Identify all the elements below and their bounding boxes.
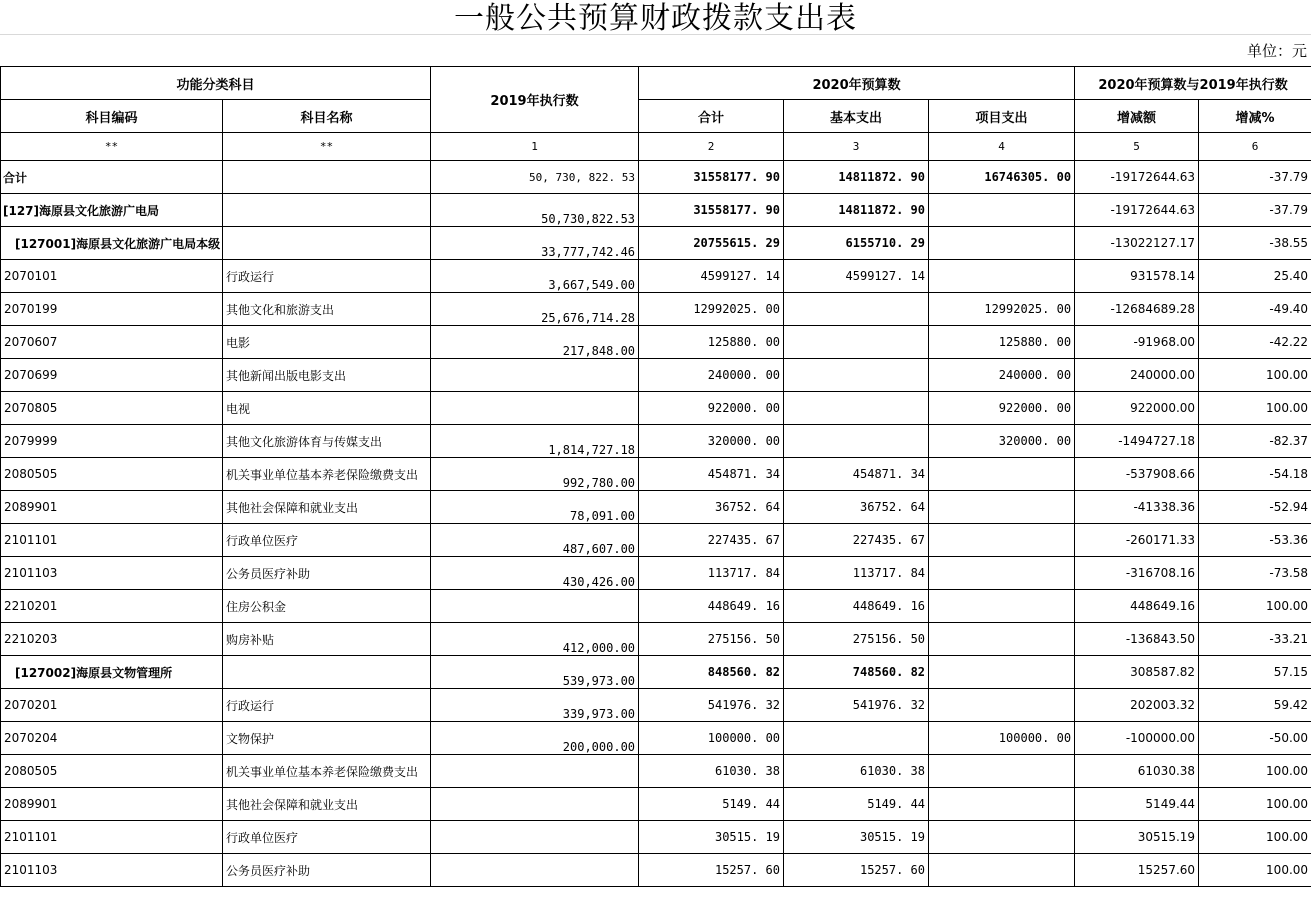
basic-cell: 61030. 38	[784, 755, 929, 788]
name-cell	[223, 161, 431, 194]
name-cell: 公务员医疗补助	[223, 854, 431, 887]
header-func-category: 功能分类科目	[1, 67, 431, 100]
header-diff: 增减额	[1075, 100, 1199, 133]
code-cell: 2070607	[1, 326, 223, 359]
code-cell: 2101103	[1, 854, 223, 887]
code-cell: 2070204	[1, 722, 223, 755]
basic-cell: 748560. 82	[784, 656, 929, 689]
table-row	[1, 458, 1311, 491]
exec-2019-cell: 539,973.00	[431, 656, 639, 689]
diff-cell: -1494727.18	[1075, 425, 1199, 458]
total-cell: 5149. 44	[639, 788, 784, 821]
pct-cell: -37.79	[1199, 161, 1311, 194]
table-row	[1, 557, 1311, 590]
diff-cell: -316708.16	[1075, 557, 1199, 590]
total-cell: 30515. 19	[639, 821, 784, 854]
name-cell	[223, 227, 431, 260]
project-cell: 320000. 00	[929, 425, 1075, 458]
name-cell: 机关事业单位基本养老保险缴费支出	[223, 458, 431, 491]
code-cell: 合计	[1, 161, 223, 194]
header-total: 合计	[639, 100, 784, 133]
project-cell: 100000. 00	[929, 722, 1075, 755]
pct-cell: 100.00	[1199, 854, 1311, 887]
basic-cell: 4599127. 14	[784, 260, 929, 293]
exec-2019-cell: 487,607.00	[431, 524, 639, 557]
name-cell: 行政单位医疗	[223, 821, 431, 854]
basic-cell: 6155710. 29	[784, 227, 929, 260]
pct-cell: -73.58	[1199, 557, 1311, 590]
basic-cell: 227435. 67	[784, 524, 929, 557]
table-row	[1, 227, 1311, 260]
pct-cell: -53.36	[1199, 524, 1311, 557]
total-cell: 848560. 82	[639, 656, 784, 689]
index-cell: 1	[431, 133, 639, 161]
diff-cell: -19172644.63	[1075, 194, 1199, 227]
diff-cell: 5149.44	[1075, 788, 1199, 821]
diff-cell: -100000.00	[1075, 722, 1199, 755]
total-cell: 227435. 67	[639, 524, 784, 557]
basic-cell	[784, 425, 929, 458]
table-row	[1, 161, 1311, 194]
table-row	[1, 392, 1311, 425]
basic-cell: 15257. 60	[784, 854, 929, 887]
basic-cell	[784, 359, 929, 392]
basic-cell	[784, 392, 929, 425]
basic-cell: 448649. 16	[784, 590, 929, 623]
header-pct: 增减%	[1199, 100, 1311, 133]
code-cell: 2070199	[1, 293, 223, 326]
project-cell: 240000. 00	[929, 359, 1075, 392]
pct-cell: -38.55	[1199, 227, 1311, 260]
exec-2019-cell	[431, 359, 639, 392]
code-cell: 2080505	[1, 458, 223, 491]
exec-2019-cell: 33,777,742.46	[431, 227, 639, 260]
name-cell: 其他文化和旅游支出	[223, 293, 431, 326]
name-cell	[223, 656, 431, 689]
code-cell: 2070201	[1, 689, 223, 722]
total-cell: 125880. 00	[639, 326, 784, 359]
exec-2019-cell: 78,091.00	[431, 491, 639, 524]
index-cell: 3	[784, 133, 929, 161]
basic-cell: 14811872. 90	[784, 161, 929, 194]
basic-cell: 14811872. 90	[784, 194, 929, 227]
code-cell: 2089901	[1, 788, 223, 821]
index-cell: 5	[1075, 133, 1199, 161]
diff-cell: -19172644.63	[1075, 161, 1199, 194]
name-cell: 文物保护	[223, 722, 431, 755]
pct-cell: -33.21	[1199, 623, 1311, 656]
name-cell: 行政运行	[223, 689, 431, 722]
total-cell: 31558177. 90	[639, 161, 784, 194]
table-row	[1, 491, 1311, 524]
pct-cell: -52.94	[1199, 491, 1311, 524]
total-cell: 240000. 00	[639, 359, 784, 392]
basic-cell: 541976. 32	[784, 689, 929, 722]
exec-2019-cell: 339,973.00	[431, 689, 639, 722]
code-cell: 2070805	[1, 392, 223, 425]
header-code: 科目编码	[1, 100, 223, 133]
pct-cell: -50.00	[1199, 722, 1311, 755]
exec-2019-cell	[431, 821, 639, 854]
pct-cell: -49.40	[1199, 293, 1311, 326]
code-cell: 2101101	[1, 821, 223, 854]
name-cell: 其他文化旅游体育与传媒支出	[223, 425, 431, 458]
table-row	[1, 326, 1311, 359]
exec-2019-cell: 217,848.00	[431, 326, 639, 359]
name-cell: 机关事业单位基本养老保险缴费支出	[223, 755, 431, 788]
index-cell: 6	[1199, 133, 1311, 161]
diff-cell: -136843.50	[1075, 623, 1199, 656]
basic-cell: 30515. 19	[784, 821, 929, 854]
table-row	[1, 722, 1311, 755]
header-compare: 2020年预算数与2019年执行数	[1075, 67, 1311, 100]
total-cell: 31558177. 90	[639, 194, 784, 227]
name-cell: 其他社会保障和就业支出	[223, 491, 431, 524]
name-cell: 电影	[223, 326, 431, 359]
total-cell: 320000. 00	[639, 425, 784, 458]
table-row	[1, 359, 1311, 392]
diff-cell: 61030.38	[1075, 755, 1199, 788]
index-cell: **	[1, 133, 223, 161]
pct-cell: 100.00	[1199, 788, 1311, 821]
pct-cell: 25.40	[1199, 260, 1311, 293]
project-cell	[929, 623, 1075, 656]
code-cell: 2101101	[1, 524, 223, 557]
table-row	[1, 656, 1311, 689]
total-cell: 4599127. 14	[639, 260, 784, 293]
diff-cell: 202003.32	[1075, 689, 1199, 722]
page-title: 一般公共预算财政拨款支出表	[0, 0, 1311, 35]
name-cell: 电视	[223, 392, 431, 425]
total-cell: 15257. 60	[639, 854, 784, 887]
code-cell: 2210203	[1, 623, 223, 656]
exec-2019-cell	[431, 788, 639, 821]
project-cell: 12992025. 00	[929, 293, 1075, 326]
project-cell	[929, 656, 1075, 689]
exec-2019-cell: 992,780.00	[431, 458, 639, 491]
diff-cell: -537908.66	[1075, 458, 1199, 491]
exec-2019-cell	[431, 755, 639, 788]
diff-cell: 308587.82	[1075, 656, 1199, 689]
diff-cell: 922000.00	[1075, 392, 1199, 425]
exec-2019-cell: 50, 730, 822. 53	[431, 161, 639, 194]
diff-cell: 15257.60	[1075, 854, 1199, 887]
header-basic: 基本支出	[784, 100, 929, 133]
exec-2019-cell: 430,426.00	[431, 557, 639, 590]
exec-2019-cell: 50,730,822.53	[431, 194, 639, 227]
unit-label: 单位：元	[1246, 42, 1307, 60]
diff-cell: -12684689.28	[1075, 293, 1199, 326]
name-cell: 住房公积金	[223, 590, 431, 623]
total-cell: 100000. 00	[639, 722, 784, 755]
total-cell: 448649. 16	[639, 590, 784, 623]
code-cell: 2079999	[1, 425, 223, 458]
pct-cell: 100.00	[1199, 590, 1311, 623]
pct-cell: 100.00	[1199, 755, 1311, 788]
project-cell	[929, 227, 1075, 260]
total-cell: 61030. 38	[639, 755, 784, 788]
table-row	[1, 425, 1311, 458]
diff-cell: 931578.14	[1075, 260, 1199, 293]
code-cell: [127002]海原县文物管理所	[1, 656, 223, 689]
pct-cell: 59.42	[1199, 689, 1311, 722]
table-row	[1, 689, 1311, 722]
name-cell: 购房补贴	[223, 623, 431, 656]
exec-2019-cell: 200,000.00	[431, 722, 639, 755]
name-cell	[223, 194, 431, 227]
project-cell	[929, 590, 1075, 623]
diff-cell: -13022127.17	[1075, 227, 1199, 260]
project-cell	[929, 194, 1075, 227]
index-cell: **	[223, 133, 431, 161]
index-cell: 4	[929, 133, 1075, 161]
project-cell	[929, 260, 1075, 293]
total-cell: 541976. 32	[639, 689, 784, 722]
header-name: 科目名称	[223, 100, 431, 133]
project-cell	[929, 557, 1075, 590]
code-cell: 2089901	[1, 491, 223, 524]
table-row	[1, 194, 1311, 227]
pct-cell: 57.15	[1199, 656, 1311, 689]
table-row	[1, 524, 1311, 557]
project-cell	[929, 458, 1075, 491]
project-cell	[929, 788, 1075, 821]
exec-2019-cell: 1,814,727.18	[431, 425, 639, 458]
code-cell: 2070699	[1, 359, 223, 392]
diff-cell: 30515.19	[1075, 821, 1199, 854]
code-cell: 2070101	[1, 260, 223, 293]
pct-cell: -37.79	[1199, 194, 1311, 227]
diff-cell: -260171.33	[1075, 524, 1199, 557]
diff-cell: 240000.00	[1075, 359, 1199, 392]
total-cell: 922000. 00	[639, 392, 784, 425]
code-cell: 2101103	[1, 557, 223, 590]
total-cell: 12992025. 00	[639, 293, 784, 326]
diff-cell: 448649.16	[1075, 590, 1199, 623]
header-budget-2020: 2020年预算数	[639, 67, 1075, 100]
exec-2019-cell: 3,667,549.00	[431, 260, 639, 293]
pct-cell: 100.00	[1199, 821, 1311, 854]
header-exec-2019: 2019年执行数	[431, 67, 639, 133]
index-row	[1, 133, 1311, 161]
basic-cell: 36752. 64	[784, 491, 929, 524]
project-cell: 125880. 00	[929, 326, 1075, 359]
code-cell: [127]海原县文化旅游广电局	[1, 194, 223, 227]
code-cell: [127001]海原县文化旅游广电局本级	[1, 227, 223, 260]
total-cell: 20755615. 29	[639, 227, 784, 260]
name-cell: 公务员医疗补助	[223, 557, 431, 590]
project-cell: 922000. 00	[929, 392, 1075, 425]
basic-cell: 275156. 50	[784, 623, 929, 656]
total-cell: 113717. 84	[639, 557, 784, 590]
project-cell	[929, 689, 1075, 722]
diff-cell: -41338.36	[1075, 491, 1199, 524]
name-cell: 行政运行	[223, 260, 431, 293]
name-cell: 其他社会保障和就业支出	[223, 788, 431, 821]
table-row	[1, 623, 1311, 656]
basic-cell	[784, 326, 929, 359]
index-cell: 2	[639, 133, 784, 161]
basic-cell: 5149. 44	[784, 788, 929, 821]
exec-2019-cell: 412,000.00	[431, 623, 639, 656]
name-cell: 行政单位医疗	[223, 524, 431, 557]
project-cell	[929, 854, 1075, 887]
pct-cell: -42.22	[1199, 326, 1311, 359]
exec-2019-cell: 25,676,714.28	[431, 293, 639, 326]
basic-cell	[784, 293, 929, 326]
code-cell: 2210201	[1, 590, 223, 623]
pct-cell: 100.00	[1199, 359, 1311, 392]
diff-cell: -91968.00	[1075, 326, 1199, 359]
name-cell: 其他新闻出版电影支出	[223, 359, 431, 392]
table-row	[1, 821, 1311, 854]
project-cell: 16746305. 00	[929, 161, 1075, 194]
basic-cell: 113717. 84	[784, 557, 929, 590]
total-cell: 454871. 34	[639, 458, 784, 491]
project-cell	[929, 491, 1075, 524]
exec-2019-cell	[431, 392, 639, 425]
basic-cell	[784, 722, 929, 755]
table-row	[1, 788, 1311, 821]
expenditure-table	[0, 66, 1311, 887]
table-row	[1, 854, 1311, 887]
table-row	[1, 260, 1311, 293]
exec-2019-cell	[431, 590, 639, 623]
code-cell: 2080505	[1, 755, 223, 788]
pct-cell: -82.37	[1199, 425, 1311, 458]
header-project: 项目支出	[929, 100, 1075, 133]
project-cell	[929, 524, 1075, 557]
project-cell	[929, 755, 1075, 788]
project-cell	[929, 821, 1075, 854]
table-row	[1, 755, 1311, 788]
table-row	[1, 293, 1311, 326]
table-row	[1, 590, 1311, 623]
total-cell: 275156. 50	[639, 623, 784, 656]
pct-cell: 100.00	[1199, 392, 1311, 425]
exec-2019-cell	[431, 854, 639, 887]
pct-cell: -54.18	[1199, 458, 1311, 491]
total-cell: 36752. 64	[639, 491, 784, 524]
basic-cell: 454871. 34	[784, 458, 929, 491]
